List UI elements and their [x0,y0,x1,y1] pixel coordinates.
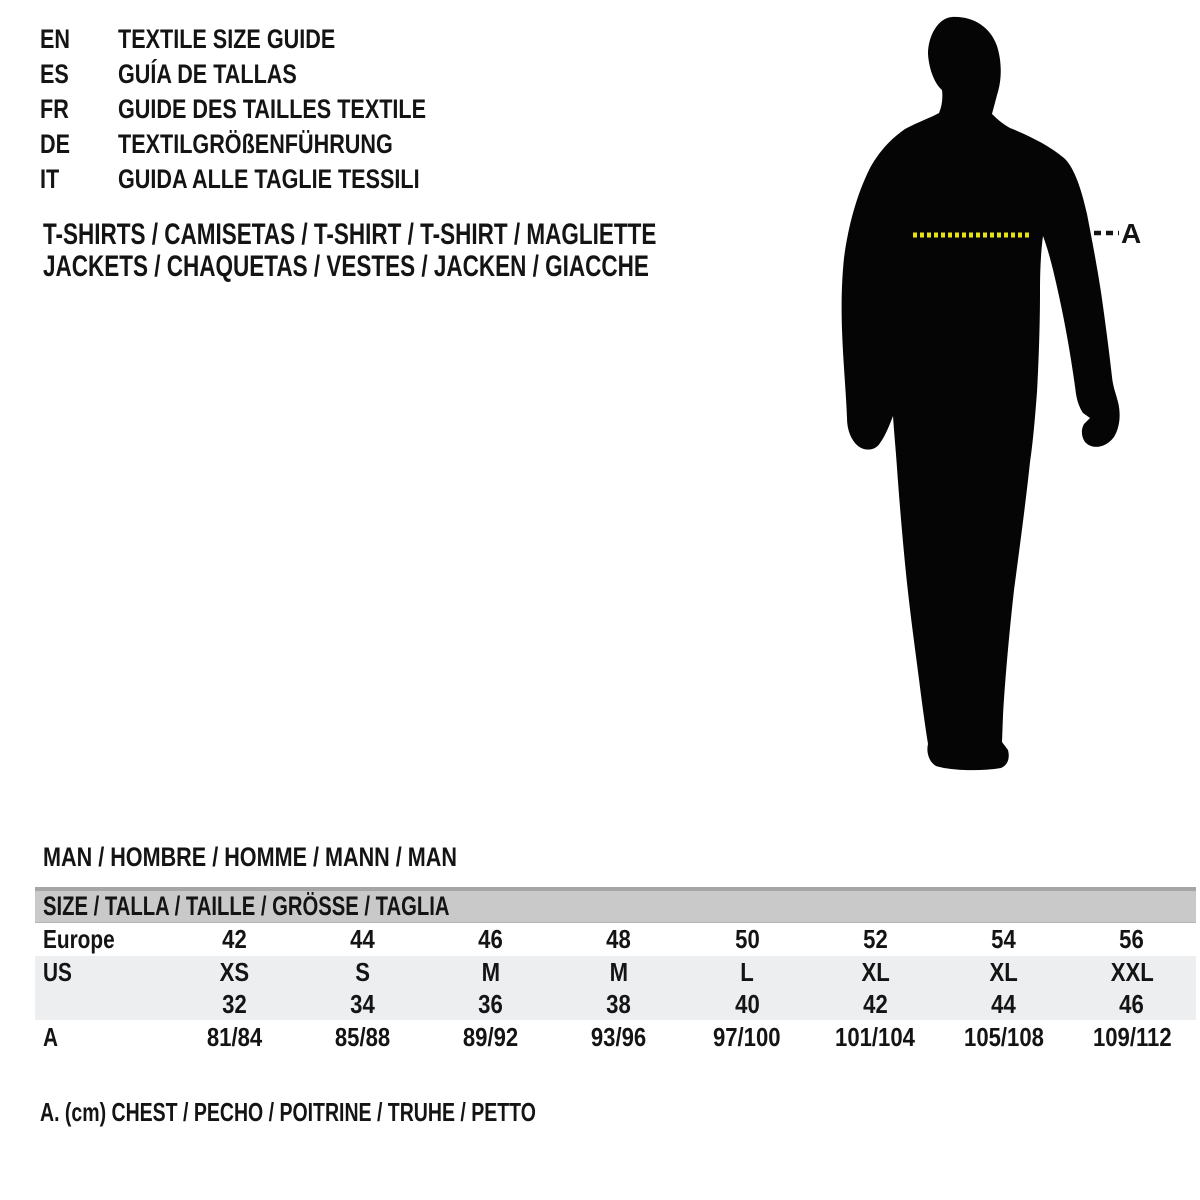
language-code [40,24,118,55]
size-cell [427,989,555,1020]
size-cell [170,1022,298,1053]
language-list [40,22,503,197]
size-cell [683,957,811,988]
size-cell [940,957,1068,988]
language-code-text: DE [40,129,71,159]
man-silhouette [842,17,1120,770]
size-cell [940,989,1068,1020]
language-label-text: TEXTILGRÖßENFÜHRUNG [118,129,393,159]
size-cell [298,957,426,988]
size-cell-text: 42 [863,988,888,1019]
size-cell [940,1022,1068,1053]
language-code-text: FR [40,94,69,124]
language-code [40,94,118,125]
size-cell [555,924,683,955]
size-cell-text: XL [989,956,1018,987]
size-cell-text: 85/88 [334,1022,391,1052]
size-cell [683,989,811,1020]
size-cell-text: 50 [734,924,760,954]
size-cell-text: 38 [606,988,632,1019]
size-cell-text: 93/96 [591,1022,647,1052]
size-cell-text: M [609,956,629,987]
size-cell [1068,957,1196,988]
size-cell [1068,1022,1196,1053]
size-cell [170,989,298,1020]
size-cell-text: 46 [478,924,503,954]
size-cell-text: 89/92 [462,1022,519,1052]
size-cell [811,1022,939,1053]
size-cell [298,924,426,955]
size-cell-text: 44 [991,988,1016,1019]
measurement-footnote-text: A. (cm) CHEST / PECHO / POITRINE / TRUHE / PETTO [40,1097,536,1127]
row-label-text: US [43,956,72,987]
size-cell [940,924,1068,955]
row-label-text: Europe [43,924,115,954]
section-title [43,842,560,873]
size-cell-text: 42 [221,924,247,954]
measure-point-label: A [1121,218,1142,249]
language-label-text: GUIDE DES TAILLES TEXTILE [118,94,427,124]
language-label-text: GUIDA ALLE TAGLIE TESSILI [118,164,420,194]
size-cell [1068,924,1196,955]
size-cell [298,1022,426,1053]
table-row [35,988,1196,1020]
language-code [40,129,118,160]
size-cell-text: M [481,956,500,987]
table-row [35,956,1196,988]
size-cell-text: XXL [1110,956,1154,987]
size-cell [811,924,939,955]
size-cell-text: XS [219,956,249,987]
category-line-tshirts [43,219,861,251]
language-label-text: TEXTILE SIZE GUIDE [118,24,336,54]
language-row [40,57,503,92]
size-cell-text: 44 [350,924,375,954]
size-cell-text: XL [861,956,890,987]
size-cell-text: 52 [863,924,888,954]
size-cell-text: S [355,956,370,987]
size-cell [683,1022,811,1053]
size-table-header [35,891,1196,923]
language-row [40,127,503,162]
row-label [35,957,170,988]
language-label [118,94,503,125]
size-cell-text: 97/100 [713,1022,781,1052]
size-cell-text: 40 [734,988,760,1019]
size-cell [811,989,939,1020]
row-label [35,1022,170,1053]
table-row [35,1020,1196,1055]
row-label [35,989,170,1020]
size-cell-text: 48 [606,924,632,954]
size-cell [427,957,555,988]
category-titles [43,219,861,283]
size-cell [298,989,426,1020]
row-label-text: A [43,1022,59,1052]
size-cell [170,957,298,988]
size-table [35,887,1196,1055]
language-code-text: EN [40,24,71,54]
size-cell [683,924,811,955]
language-label [118,24,390,55]
size-cell-text: 32 [221,988,247,1019]
measurement-footnote [40,1097,701,1128]
size-cell-text: 81/84 [206,1022,262,1052]
size-cell-text: 54 [991,924,1016,954]
language-code [40,59,118,90]
category-line-jackets [43,251,861,283]
language-label [118,129,462,160]
language-code [40,164,118,195]
size-cell-text: 105/108 [963,1022,1044,1052]
size-table-body [35,923,1196,1055]
category-line-text: T-SHIRTS / CAMISETAS / T-SHIRT / T-SHIRT / MAGLIETTE [43,218,657,251]
size-cell-text: 109/112 [1092,1022,1172,1052]
size-cell [555,989,683,1020]
size-cell [555,1022,683,1053]
size-table-header-text: SIZE / TALLA / TAILLE / GRÖSSE / TAGLIA [43,891,450,921]
size-cell-text: 56 [1119,924,1145,954]
size-cell [170,924,298,955]
size-cell-text: 101/104 [835,1022,916,1052]
size-cell-text: L [740,956,754,987]
size-cell-text: 46 [1119,988,1145,1019]
size-cell [555,957,683,988]
size-cell [427,1022,555,1053]
size-cell-text: 34 [350,988,375,1019]
row-label [35,924,170,955]
language-label-text: GUÍA DE TALLAS [118,59,297,89]
language-row [40,22,503,57]
size-cell-text: 36 [478,988,503,1019]
size-cell [811,957,939,988]
size-cell [427,924,555,955]
table-row [35,923,1196,956]
language-code-text: ES [40,59,69,89]
language-row [40,162,503,197]
language-label [118,59,342,90]
language-label [118,164,495,195]
size-cell [1068,989,1196,1020]
section-title-text: MAN / HOMBRE / HOMME / MANN / MAN [43,842,457,872]
language-code-text: IT [40,164,60,194]
language-row [40,92,503,127]
category-line-text: JACKETS / CHAQUETAS / VESTES / JACKEN / GIACCHE [43,250,649,283]
